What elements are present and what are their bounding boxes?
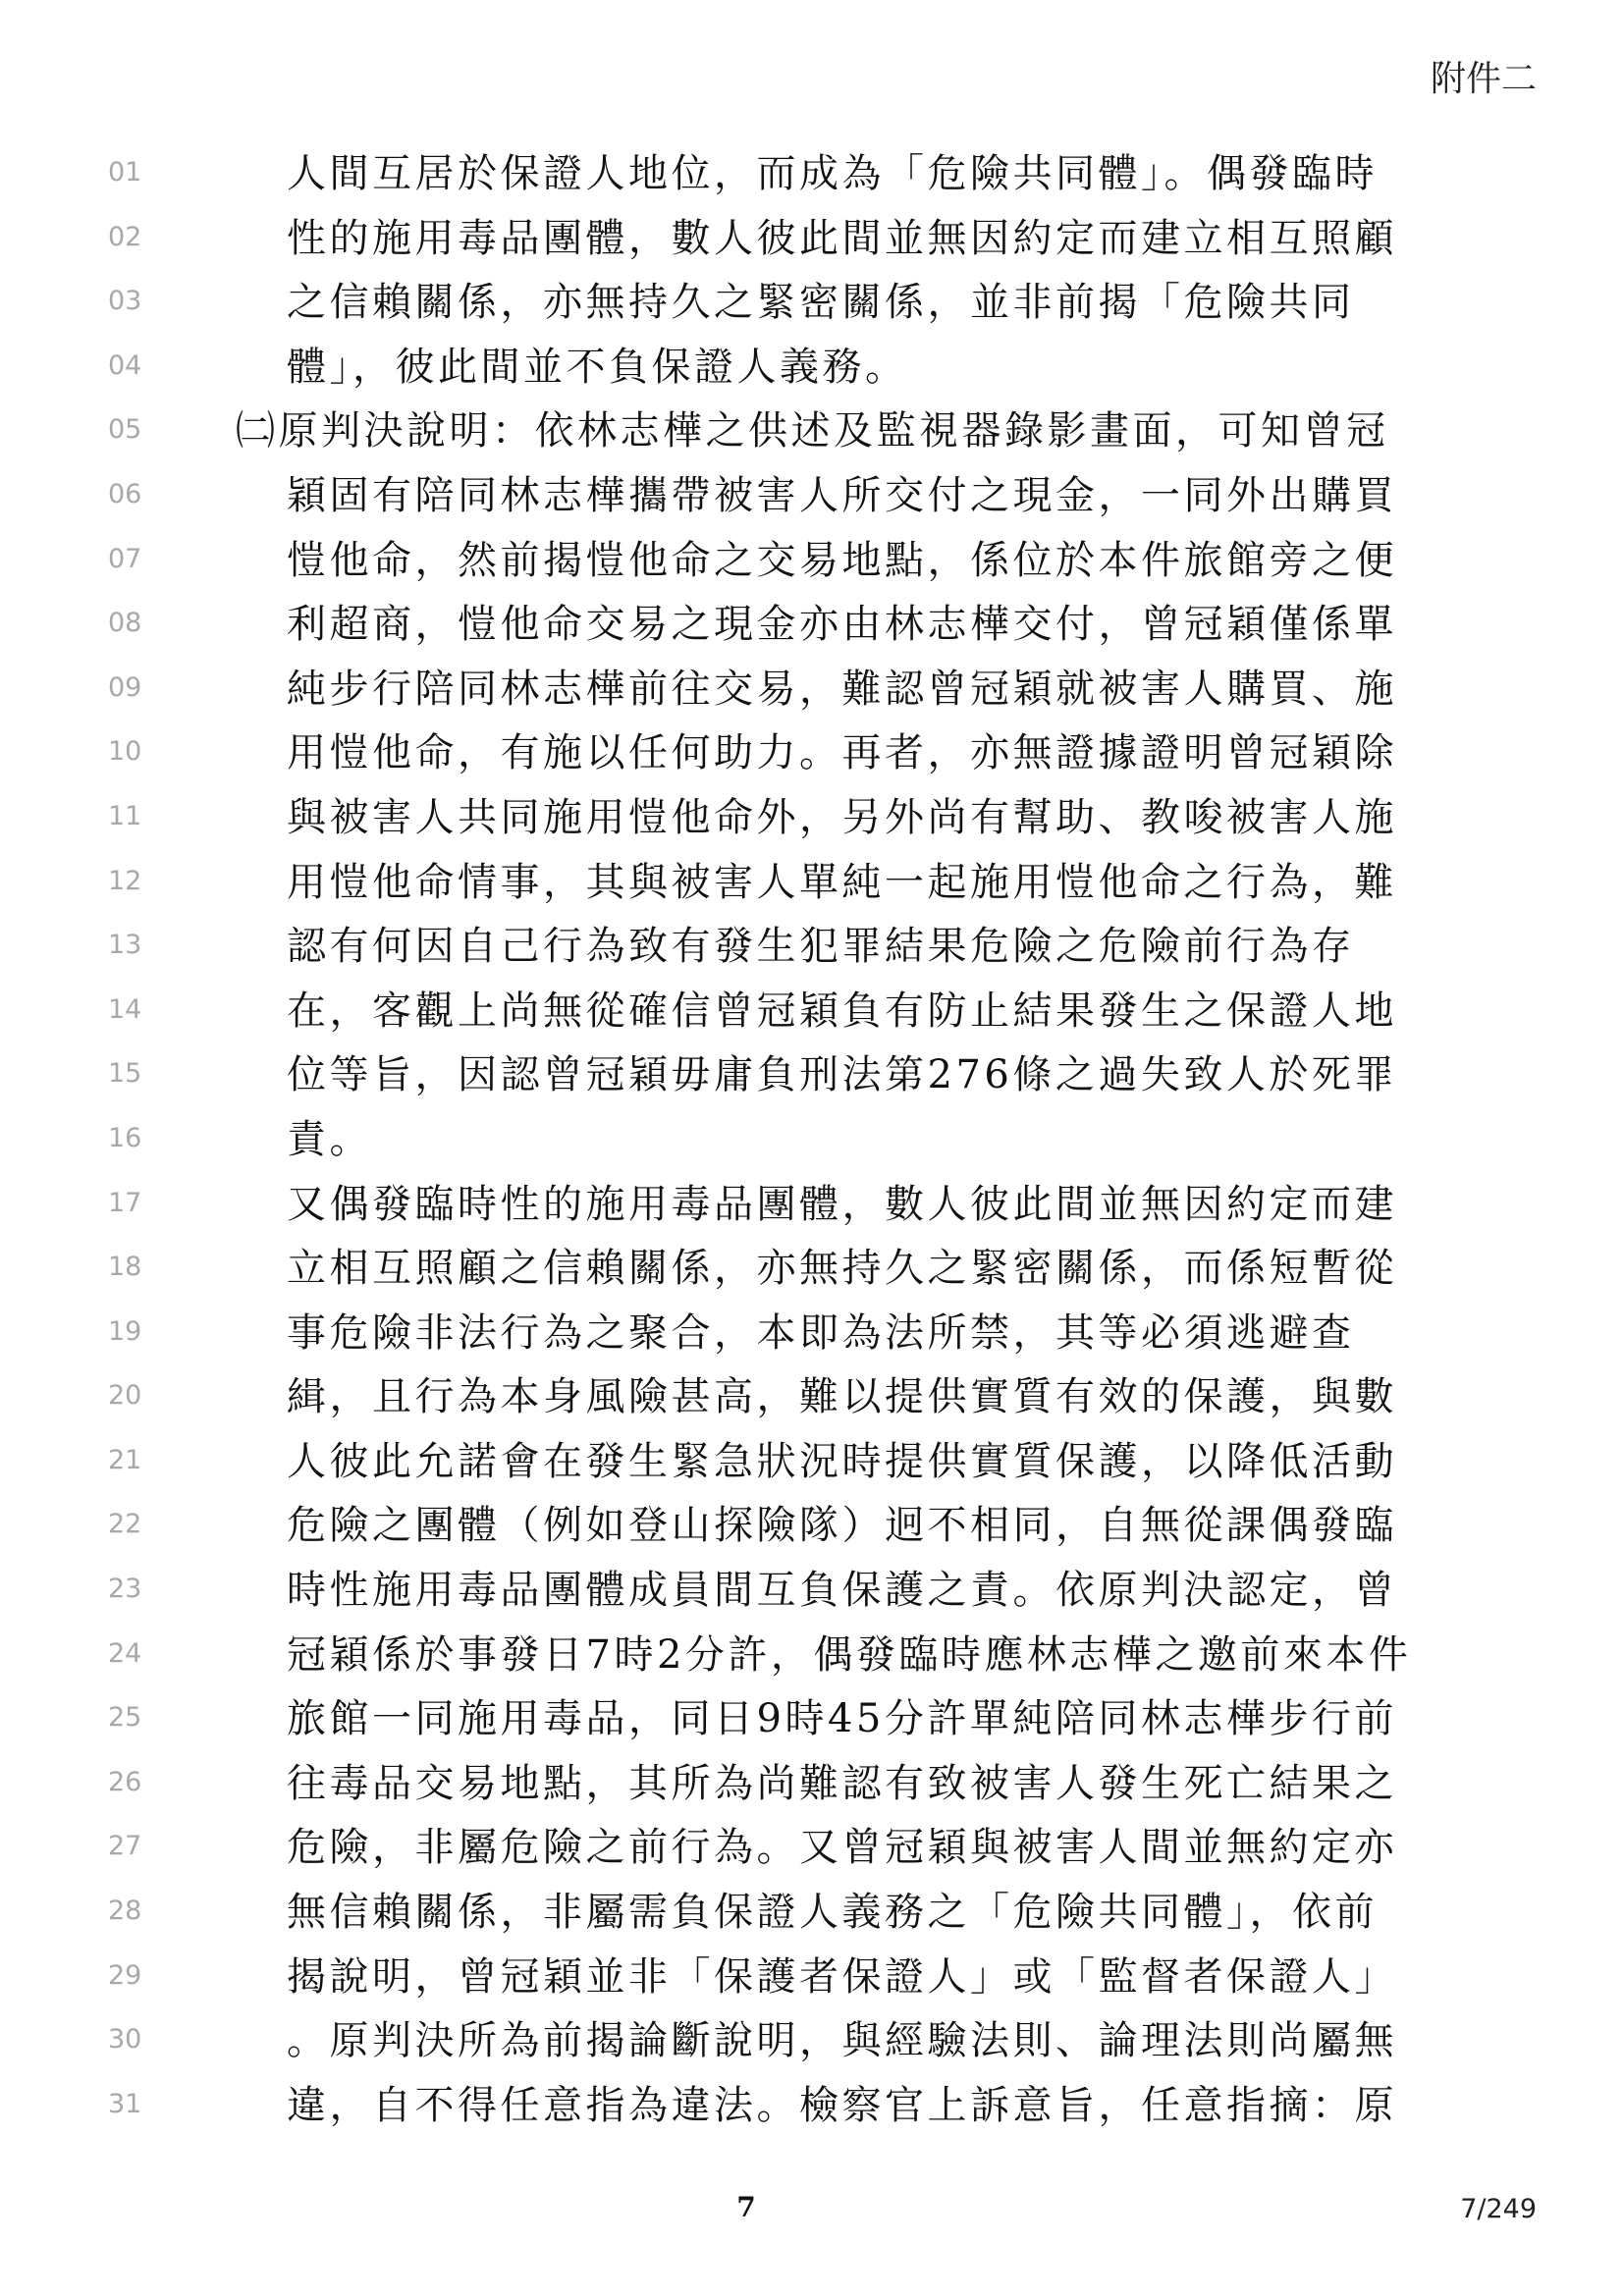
line-text: ㈡原判決說明：依林志樺之供述及監視器錄影畫面，可知曾冠 [236, 408, 1389, 454]
document-line [0, 336, 1623, 400]
document-line [0, 1946, 1623, 2010]
line-text: 旅館一同施用毒品，同日9時45分許單純陪同林志樺步行前 [287, 1696, 1397, 1742]
line-number: 28 [108, 1896, 142, 1927]
line-text: 之信賴關係，亦無持久之緊密關係，並非前揭「危險共同 [287, 280, 1355, 326]
line-number: 05 [108, 414, 142, 446]
line-number: 23 [108, 1574, 142, 1605]
document-line [0, 851, 1623, 916]
line-text: 人間互居於保證人地位，而成為「危險共同體」。偶發臨時 [287, 151, 1378, 196]
document-body [0, 142, 1623, 2138]
line-text: 位等旨，因認曾冠穎毋庸負刑法第276條之過失致人於死罪 [287, 1052, 1397, 1098]
line-text: 體」，彼此間並不負保證人義務。 [287, 344, 908, 390]
line-number: 13 [108, 930, 142, 961]
document-line [0, 1237, 1623, 1302]
document-line [0, 980, 1623, 1044]
line-number: 29 [108, 1959, 142, 1991]
line-text: 利超商，愷他命交易之現金亦由林志樺交付，曾冠穎僅係單 [287, 602, 1397, 648]
document-line [0, 1043, 1623, 1108]
document-line [0, 1624, 1623, 1688]
line-text: 立相互照顧之信賴關係，亦無持久之緊密關係，而係短暫從 [287, 1246, 1397, 1292]
line-text: 冠穎係於事發日7時2分許，偶發臨時應林志樺之邀前來本件 [287, 1631, 1412, 1678]
line-text: 事危險非法行為之聚合，本即為法所禁，其等必須逃避查 [287, 1309, 1355, 1356]
document-line [0, 1494, 1623, 1559]
line-text: 純步行陪同林志樺前往交易，難認曾冠穎就被害人購買、施 [287, 666, 1397, 712]
line-number: 22 [108, 1509, 142, 1540]
document-line [0, 1881, 1623, 1946]
line-text: 危險，非屬危險之前行為。又曾冠穎與被害人間並無約定亦 [287, 1825, 1397, 1871]
document-line [0, 1559, 1623, 1624]
line-number: 06 [108, 478, 142, 509]
document-line [0, 271, 1623, 336]
line-number: 09 [108, 671, 142, 703]
line-number: 25 [108, 1702, 142, 1734]
page-number: 7 [736, 2191, 756, 2223]
document-line [0, 2074, 1623, 2139]
line-number: 10 [108, 736, 142, 768]
attachment-label: 附件二 [1430, 59, 1537, 99]
line-text: 違，自不得任意指為違法。檢察官上訴意旨，任意指摘：原 [287, 2082, 1397, 2128]
line-text: 與被害人共同施用愷他命外，另外尚有幫助、教唆被害人施 [287, 794, 1397, 840]
line-number: 02 [108, 221, 142, 252]
line-text: 往毒品交易地點，其所為尚難認有致被害人發生死亡結果之 [287, 1760, 1397, 1806]
line-text: 穎固有陪同林志樺攜帶被害人所交付之現金，一同外出購買 [287, 472, 1397, 518]
line-number: 12 [108, 865, 142, 896]
document-line [0, 464, 1623, 529]
line-number: 04 [108, 349, 142, 381]
line-text: 危險之團體（例如登山探險隊）迥不相同，自無從課偶發臨 [287, 1503, 1397, 1549]
document-line [0, 1108, 1623, 1173]
document-line [0, 1365, 1623, 1430]
line-text: 揭說明，曾冠穎並非「保護者保證人」或「監督者保證人」 [287, 1953, 1397, 2000]
line-text: 時性施用毒品團體成員間互負保護之責。依原判決認定，曾 [287, 1568, 1397, 1614]
document-line [0, 142, 1623, 207]
line-text: 緝，且行為本身風險甚高，難以提供實質有效的保護，與數 [287, 1374, 1397, 1420]
line-number: 30 [108, 2024, 142, 2056]
document-line [0, 786, 1623, 851]
line-number: 19 [108, 1315, 142, 1347]
line-number: 21 [108, 1444, 142, 1475]
document-line [0, 658, 1623, 722]
document-line [0, 1173, 1623, 1238]
line-text: 。原判決所為前揭論斷說明，與經驗法則、論理法則尚屬無 [287, 2018, 1397, 2064]
line-number: 27 [108, 1831, 142, 1862]
document-line [0, 529, 1623, 594]
page-count: 7/249 [1460, 2194, 1537, 2224]
line-text: 用愷他命情事，其與被害人單純一起施用愷他命之行為，難 [287, 859, 1397, 905]
document-line [0, 1816, 1623, 1881]
line-number: 24 [108, 1637, 142, 1669]
line-text: 無信賴關係，非屬需負保證人義務之「危險共同體」，依前 [287, 1890, 1378, 1936]
document-line [0, 1430, 1623, 1495]
document-line [0, 1752, 1623, 1817]
line-text: 在，客觀上尚無從確信曾冠穎負有防止結果發生之保證人地 [287, 988, 1397, 1034]
document-line [0, 400, 1623, 464]
document-line [0, 593, 1623, 658]
document-line [0, 2009, 1623, 2074]
line-text: 性的施用毒品團體，數人彼此間並無因約定而建立相互照顧 [287, 215, 1397, 261]
line-number: 31 [108, 2088, 142, 2119]
document-line [0, 1687, 1623, 1752]
line-text: 愷他命，然前揭愷他命之交易地點，係位於本件旅館旁之便 [287, 537, 1397, 583]
document-line [0, 1302, 1623, 1366]
line-text: 責。 [287, 1116, 372, 1162]
document-line [0, 915, 1623, 980]
document-line [0, 207, 1623, 272]
line-text: 用愷他命，有施以任何助力。再者，亦無證據證明曾冠穎除 [287, 730, 1397, 776]
line-number: 20 [108, 1380, 142, 1412]
line-number: 11 [108, 800, 142, 831]
line-number: 16 [108, 1122, 142, 1153]
line-text: 人彼此允諾會在發生緊急狀況時提供實質保護，以降低活動 [287, 1438, 1397, 1484]
line-text: 認有何因自己行為致有發生犯罪結果危險之危險前行為存 [287, 924, 1355, 970]
line-number: 07 [108, 543, 142, 574]
line-number: 26 [108, 1766, 142, 1797]
line-number: 08 [108, 608, 142, 639]
line-number: 17 [108, 1187, 142, 1218]
line-text: 又偶發臨時性的施用毒品團體，數人彼此間並無因約定而建 [287, 1181, 1397, 1227]
document-line [0, 721, 1623, 786]
line-number: 14 [108, 993, 142, 1025]
line-number: 15 [108, 1058, 142, 1090]
line-number: 01 [108, 157, 142, 187]
line-number: 18 [108, 1252, 142, 1283]
line-number: 03 [108, 286, 142, 317]
